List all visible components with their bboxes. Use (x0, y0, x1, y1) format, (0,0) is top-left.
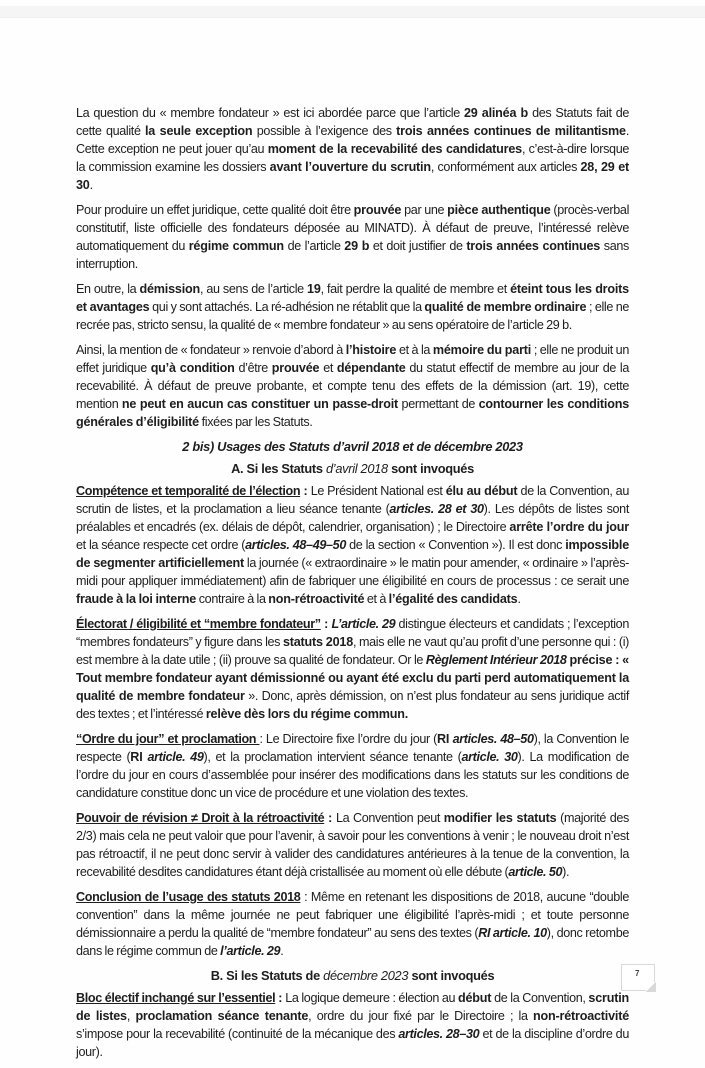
text-run: fixées par les Statuts. (198, 415, 313, 429)
intro-section (76, 104, 629, 431)
text-run: dépendante (336, 361, 406, 375)
text-run: 19 (307, 282, 321, 296)
text-run: mémoire du parti (432, 343, 532, 357)
text-run: (majorité des 2/3) mais cela ne peut valoir que pour l’avenir, à savoir pour les conventions à venir ; le nouveau droit n’est pas rétroactif, il ne peut donc servir à valider des candidatures antérieures à la tenue de la convention, la recevabilité desdites candidatures étant déjà cristallisée au moment où elle débute ( (76, 811, 629, 879)
text-run: démission (139, 282, 201, 296)
paragraph (76, 201, 629, 273)
page-curl-icon (646, 982, 656, 992)
text-run: ; elle ne produit un effet juridique (76, 343, 629, 375)
text-run: la journée (« extraordinaire » le matin pour amender, « ordinaire » l’après-midi pour appliquer immédiatement) afin de fabriquer une éligibilité en cours de processus : ce serait une (76, 556, 630, 588)
text-run: Règlement Intérieur 2018 (425, 653, 567, 667)
text-run: de l’article (283, 239, 345, 253)
heading-a-post: sont invoqués (387, 461, 474, 476)
paragraph (76, 730, 629, 802)
text-run: La Convention peut (335, 811, 444, 825)
text-run: élu au début (445, 484, 518, 498)
text-run: du statut effectif de membre au jour de la recevabilité. À défaut de preuve probante, et compte tenu des effets de la démission (art. 19), cette mention (76, 361, 629, 411)
paragraph-lead-heading: “Ordre du jour” et proclamation (76, 732, 260, 746)
text-run: distingue électeurs et candidats ; l’exception “membres fondateurs” y figure dans les (76, 617, 629, 649)
text-run: , ordre du jour fixé par le Directoire ; la (308, 1009, 534, 1023)
text-run: trois années continues de militantisme (396, 124, 626, 138)
text-run: , au sens de l’article (200, 282, 308, 296)
text-run: La logique demeure : élection au (285, 991, 459, 1005)
text-run: statuts 2018 (282, 635, 354, 649)
text-run: non-rétroactivité (533, 1009, 629, 1023)
paragraph (76, 989, 629, 1061)
text-run: . (280, 944, 284, 958)
text-run: qu’à condition (150, 361, 235, 375)
text-run: avant l’ouverture du scrutin (269, 160, 431, 174)
text-run: article. 49 (147, 750, 204, 764)
page-number-badge (621, 964, 655, 991)
text-run: : (324, 811, 336, 825)
text-run: (procès-verbal constitutif, liste officielle des fondateurs déposée au MINATD). À défaut de preuve, l’intéressé relève automatiquement du (76, 203, 630, 253)
text-run: , conformément aux articles (430, 160, 581, 174)
text-run: qualité de membre ordinaire (424, 300, 587, 314)
page-number: 7 (635, 969, 640, 978)
section-a (76, 482, 629, 960)
paragraph (76, 482, 629, 608)
text-run: articles. 28 et 30 (389, 502, 484, 516)
text-run: ». Donc, après démission, on n’est plus fondateur au sens juridique actif des textes ; et l’intéressé (76, 689, 629, 721)
text-run: d’être (234, 361, 272, 375)
text-run: RI article. 10 (478, 926, 547, 940)
text-run: qui y sont attachés. La ré-adhésion ne rétablit que la (149, 300, 425, 314)
text-run: permettant de (398, 397, 479, 411)
text-run: impossible de segmenter artificiellement (76, 538, 630, 570)
text-run: de la section « Convention »). Il est donc (345, 538, 566, 552)
text-run: arrête l’ordre du jour (509, 520, 629, 534)
text-run: non-rétroactivité (268, 592, 365, 606)
heading-a-italic: d’avril 2018 (325, 461, 388, 476)
text-run: pièce authentique (447, 203, 551, 217)
text-run: possible à l’exigence des (252, 124, 397, 138)
text-run: des Statuts fait de cette qualité (76, 106, 630, 138)
paragraph (76, 615, 629, 723)
text-run: : Le Directoire fixe l’ordre du jour ( (259, 732, 438, 746)
paragraph (76, 104, 629, 194)
text-run: 29 alinéa b (463, 106, 529, 120)
text-run: moment de la recevabilité des candidatures (267, 142, 522, 156)
text-run: sans interruption. (76, 239, 629, 271)
text-run: , mais elle ne vaut qu’au profit d’une personne qui : (i) est membre à la date utile ; (ii) prouve sa qualité de fondateur. Or le (76, 635, 630, 667)
paragraph (76, 888, 629, 960)
text-run: RI (130, 750, 143, 764)
heading-b-pre: B. Si les Statuts de (210, 968, 324, 983)
heading-b-post: sont invoqués (408, 968, 495, 983)
text-run: La question du « membre fondateur » est ici abordée parce que l’article (76, 106, 464, 120)
text-run: contraire à la (196, 592, 269, 606)
paragraph-lead-heading: Conclusion de l’usage des statuts 2018 (76, 890, 301, 904)
text-run: début (458, 991, 492, 1005)
paragraph-lead-heading: Bloc électif inchangé sur l’essentiel (76, 991, 276, 1005)
text-run: Ainsi, la mention de « fondateur » renvoie d’abord à (76, 343, 346, 357)
text-run: par une (401, 203, 448, 217)
text-run: contourner les conditions générales d’éligibilité (76, 397, 629, 429)
text-run: modifier les statuts (443, 811, 557, 825)
document-page (76, 104, 629, 1068)
text-run: 29 b (344, 239, 370, 253)
text-run: 28, 29 et 30 (76, 160, 630, 192)
text-run: articles. 48–50 (452, 732, 534, 746)
text-run: ), donc retombe dans le régime commun de (76, 926, 629, 958)
text-run: et la séance respecte cet ordre ( (76, 538, 246, 552)
text-run: , fait perdre la qualité de membre et (320, 282, 511, 296)
text-run: , (126, 1009, 136, 1023)
text-run: et à la (396, 343, 433, 357)
text-run: l’article. 29 (220, 944, 281, 958)
paragraph-lead-heading: Pouvoir de révision ≠ Droit à la rétroactivité (76, 811, 325, 825)
text-run: RI (437, 732, 450, 746)
text-run: et à (364, 592, 389, 606)
text-run: régime commun (188, 239, 284, 253)
text-run: L’article. 29 (331, 617, 396, 631)
text-run: proclamation séance tenante (135, 1009, 309, 1023)
heading-b-italic: décembre 2023 (323, 968, 409, 983)
text-run: ). (562, 865, 570, 879)
text-run: : (320, 617, 332, 631)
text-run: de la Convention, (491, 991, 589, 1005)
text-run: article. 50 (508, 865, 563, 879)
paragraph-lead-heading: Électorat / éligibilité et “membre fondateur” (76, 617, 321, 631)
text-run: : (275, 991, 286, 1005)
text-run: ). La modification de l’ordre du jour en cours d’assemblée pour insérer des modifications dans les statuts sur les conditions de candidature constitue donc un vice de procédure et une violation des textes. (76, 750, 629, 800)
paragraph (76, 341, 629, 431)
text-run: articles. 48–49–50 (245, 538, 346, 552)
text-run: l’histoire (345, 343, 397, 357)
text-run: précise : « Tout membre fondateur ayant démissionné ou ayant été exclu du parti perd automatiquement la qualité de membre fondateur (76, 653, 629, 703)
text-run: , c’est-à-dire lorsque la commission examine les dossiers (76, 142, 630, 174)
paragraph-lead-heading: Compétence et temporalité de l’élection (76, 484, 301, 498)
text-run: éteint tous les droits et avantages (76, 282, 629, 314)
section-heading-2bis: 2 bis) Usages des Statuts d’avril 2018 et de décembre 2023 (182, 439, 523, 454)
text-run: . (89, 178, 93, 192)
text-run: Pour produire un effet juridique, cette qualité doit être (76, 203, 354, 217)
text-run: : Même en retenant les dispositions de 2018, aucune “double convention” dans la même journée ne peut fabriquer une éligibilité l’après-midi ; et toute personne démissionnaire a perdu la qualité de “membre fondateur” au sens des textes ( (76, 890, 630, 940)
text-run: prouvée (271, 361, 320, 375)
text-run: ), la Convention le respecte ( (76, 732, 629, 764)
paragraph (76, 280, 629, 334)
text-run: prouvée (353, 203, 402, 217)
text-run: ). Les dépôts de listes sont préalables et encadrés (ex. délais de dépôt, calendrier, organisation) ; le Directoire (76, 502, 629, 534)
text-run: ne peut en aucun cas constituer un passe-droit (121, 397, 399, 411)
text-run: . Cette exception ne peut jouer qu’au (76, 124, 629, 156)
text-run: scrutin de listes (76, 991, 629, 1023)
text-run: la seule exception (145, 124, 253, 138)
text-run: ), et la proclamation intervient séance tenante ( (203, 750, 462, 764)
text-run: et (319, 361, 337, 375)
text-run: fraude à la loi interne (76, 592, 197, 606)
section-b (76, 989, 629, 1061)
text-run: l’égalité des candidats (388, 592, 518, 606)
text-run: article. 30 (461, 750, 518, 764)
text-run: Le Président National est (310, 484, 446, 498)
viewer-top-bar (0, 6, 705, 18)
heading-a-pre: A. Si les Statuts (231, 461, 326, 476)
paragraph (76, 809, 629, 881)
text-run: trois années continues (466, 239, 601, 253)
text-run: et doit justifier de (369, 239, 467, 253)
text-run: s’impose pour la recevabilité (continuité de la mécanique des (76, 1027, 399, 1041)
text-run: de la Convention, au scrutin de listes, et la proclamation a lieu séance tenante ( (76, 484, 629, 516)
text-run: relève dès lors du régime commun. (205, 707, 409, 721)
text-run: . (517, 592, 521, 606)
section-heading-b (76, 967, 629, 985)
text-run: En outre, la (76, 282, 140, 296)
text-run: ; elle ne recrée pas, stricto sensu, la qualité de « membre fondateur » au sens opératoire de l’article 29 b. (76, 300, 630, 332)
section-heading-a (76, 460, 629, 478)
text-run: et de la discipline d’ordre du jour). (76, 1027, 629, 1059)
text-run: articles. 28–30 (398, 1027, 480, 1041)
text-run: : (300, 484, 311, 498)
